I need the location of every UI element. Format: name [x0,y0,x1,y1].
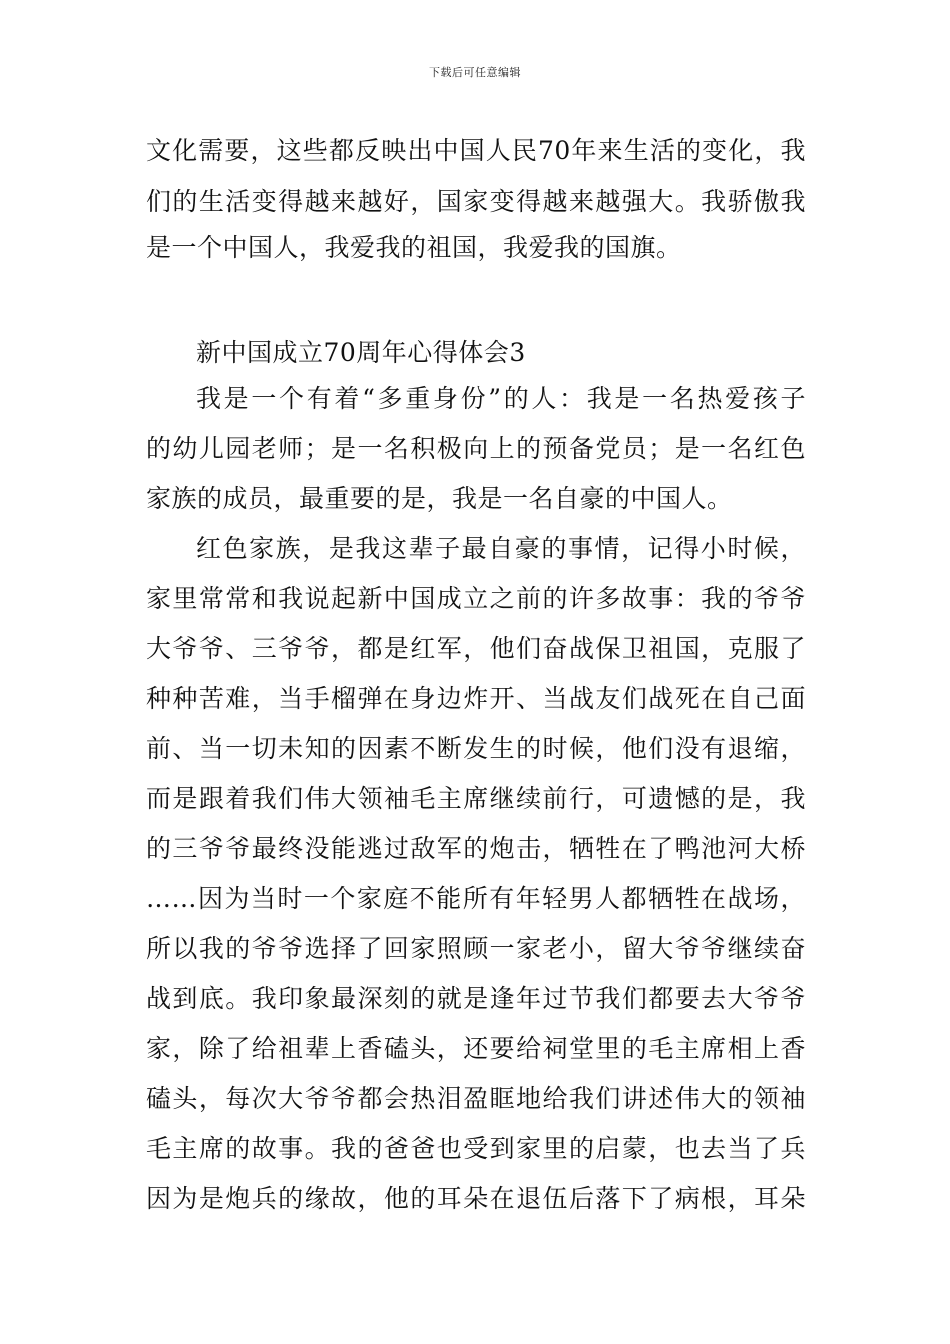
page-header: 下载后可任意编辑 [429,66,521,79]
text-line: 前、当一切未知的因素不断发生的时候，他们没有退缩， [146,734,806,763]
text-line: 毛主席的故事。我的爸爸也受到家里的启蒙，也去当了兵 [146,1134,806,1163]
text-line: 因为是炮兵的缘故，他的耳朵在退伍后落下了病根，耳朵 [146,1184,806,1213]
text-line: 的三爷爷最终没能逃过敌军的炮击，牺牲在了鸭池河大桥 [146,834,806,863]
text-line: 家里常常和我说起新中国成立之前的许多故事：我的爷爷 [146,584,806,613]
section-title: 新中国成立70周年心得体会3 [196,338,526,367]
text-line: 是一个中国人，我爱我的祖国，我爱我的国旗。 [146,233,682,262]
text-line: 的幼儿园老师；是一名积极向上的预备党员；是一名红色 [146,434,806,463]
paragraph-first-line: 我是一个有着“多重身份”的人：我是一名热爱孩子 [196,384,806,413]
text-line: 所以我的爷爷选择了回家照顾一家老小，留大爷爷继续奋 [146,934,806,963]
text-line: 战到底。我印象最深刻的就是逢年过节我们都要去大爷爷 [146,984,806,1013]
text-line: 磕头，每次大爷爷都会热泪盈眶地给我们讲述伟大的领袖 [146,1084,806,1113]
text-line: 们的生活变得越来越好，国家变得越来越强大。我骄傲我 [146,187,806,216]
paragraph-first-line: 红色家族，是我这辈子最自豪的事情，记得小时候， [196,534,806,563]
text-line: 文化需要，这些都反映出中国人民70年来生活的变化，我 [146,136,806,165]
text-line: ……因为当时一个家庭不能所有年轻男人都牺牲在战场， [146,884,806,913]
text-line: 而是跟着我们伟大领袖毛主席继续前行，可遗憾的是，我 [146,784,806,813]
text-line: 种种苦难，当手榴弹在身边炸开、当战友们战死在自己面 [146,684,806,713]
text-line: 家族的成员，最重要的是，我是一名自豪的中国人。 [146,484,733,513]
text-line: 大爷爷、三爷爷，都是红军，他们奋战保卫祖国，克服了 [146,634,806,663]
text-line: 家，除了给祖辈上香磕头，还要给祠堂里的毛主席相上香 [146,1034,806,1063]
